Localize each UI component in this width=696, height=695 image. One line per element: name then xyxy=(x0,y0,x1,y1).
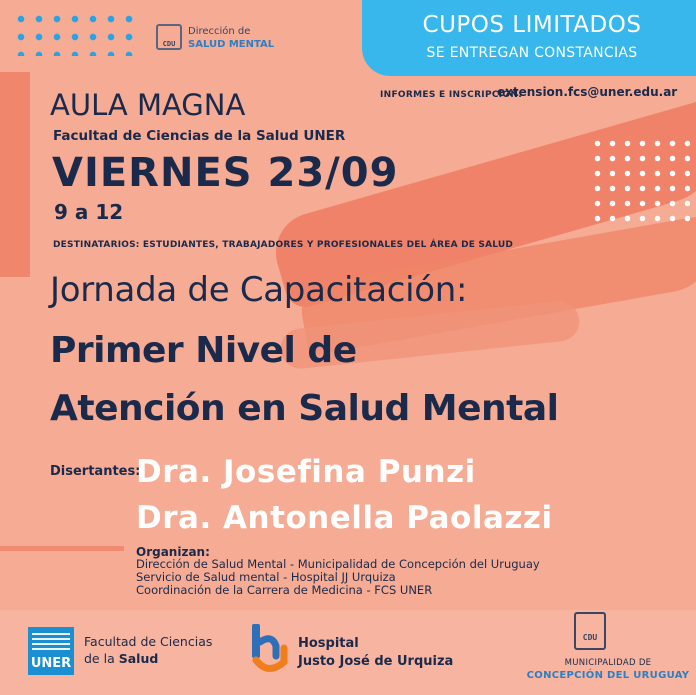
org-logo-line2: SALUD MENTAL xyxy=(188,39,275,50)
org-logo-line1: Dirección de xyxy=(188,26,251,37)
uner-logo-icon xyxy=(28,627,74,675)
venue: AULA MAGNA xyxy=(50,88,246,122)
uner-name-prefix: de la xyxy=(84,651,119,666)
left-accent-bar xyxy=(0,72,30,277)
uner-name-line2 xyxy=(84,651,158,666)
municipality-line2: CONCEPCIÓN DEL URUGUAY xyxy=(526,670,690,681)
organizer-item: Dirección de Salud Mental - Municipalidad de Concepción del Uruguay xyxy=(136,557,540,571)
title-line2: Primer Nivel de xyxy=(50,330,357,371)
uner-abbr: UNER xyxy=(30,656,72,671)
organizers-label: Organizan: xyxy=(136,545,210,559)
event-time: 9 a 12 xyxy=(54,200,124,224)
hospital-name-line2: Justo José de Urquiza xyxy=(298,654,454,669)
organizer-item: Servicio de Salud mental - Hospital JJ Urquiza xyxy=(136,570,396,584)
title-line3: Atención en Salud Mental xyxy=(50,388,559,429)
speaker-name: Dra. Antonella Paolazzi xyxy=(136,500,553,536)
organizers-divider xyxy=(0,546,124,551)
speaker-name: Dra. Josefina Punzi xyxy=(136,454,476,490)
cdu-emblem-icon: CDU xyxy=(574,612,606,650)
contact-email: extension.fcs@uner.edu.ar xyxy=(497,85,678,99)
wave-lines-icon xyxy=(32,633,70,653)
faculty: Facultad de Ciencias de la Salud UNER xyxy=(53,128,346,144)
banner-line2: SE ENTREGAN CONSTANCIAS xyxy=(426,45,638,61)
hospital-logo-icon xyxy=(248,622,292,676)
cdu-emblem-icon: CDU xyxy=(156,24,182,50)
hospital-name-line1: Hospital xyxy=(298,636,359,651)
municipality-line1: MUNICIPALIDAD DE xyxy=(564,658,652,668)
contact-label: INFORMES E INSCRIPCIÓN: xyxy=(380,90,523,100)
speakers-label: Disertantes: xyxy=(50,464,141,479)
banner-line1: CUPOS LIMITADOS xyxy=(422,12,642,38)
dot-pattern-right xyxy=(590,136,690,226)
uner-name-bold: Salud xyxy=(118,651,159,666)
uner-name-line1: Facultad de Ciencias xyxy=(84,634,213,649)
dot-pattern-top-left xyxy=(12,10,142,56)
audience: DESTINATARIOS: ESTUDIANTES, TRABAJADORES Y PROFESIONALES DEL ÁREA DE SALUD xyxy=(53,240,514,250)
organizer-item: Coordinación de la Carrera de Medicina - FCS UNER xyxy=(136,583,433,597)
title-line1: Jornada de Capacitación: xyxy=(50,270,468,310)
event-date: VIERNES 23/09 xyxy=(52,150,399,196)
limited-spots-banner xyxy=(362,0,696,76)
